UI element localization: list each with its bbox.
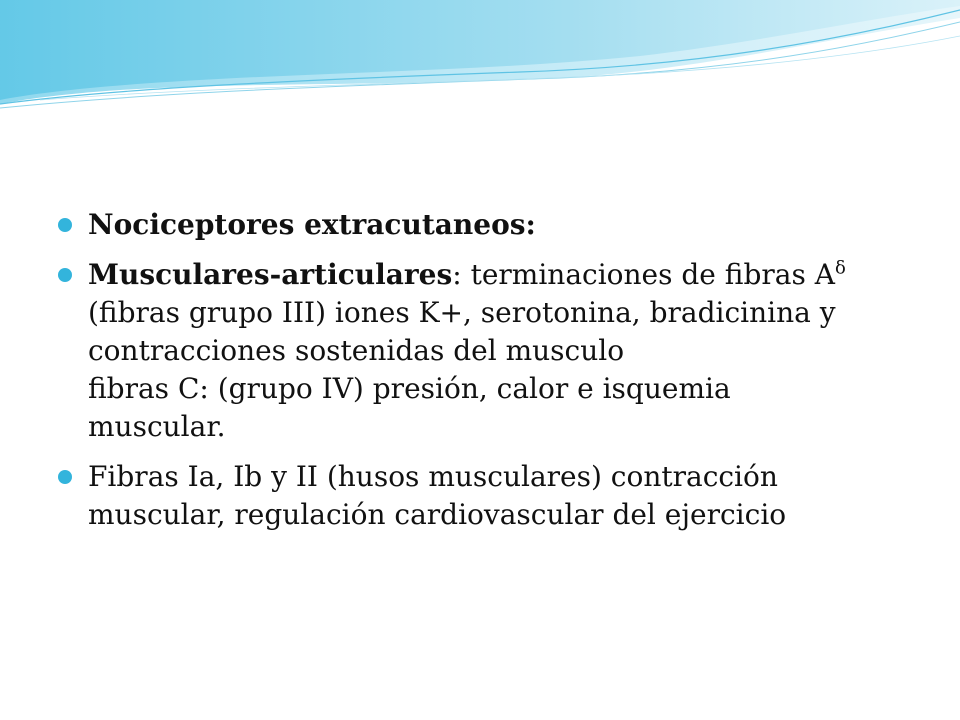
bullet-dot-icon [58, 218, 72, 232]
bullet-line: Fibras Ia, Ib y II (husos musculares) contracción [88, 460, 778, 493]
superscript-delta: δ [834, 257, 846, 279]
bullet-dot-icon [58, 470, 72, 484]
slide-content [58, 206, 918, 546]
bullet-item [58, 206, 918, 244]
bullet-text: : terminaciones de fibras A [452, 258, 835, 291]
bullet-dot-icon [58, 268, 72, 282]
bullet-line [88, 256, 918, 294]
bullet-line: muscular. [88, 410, 226, 443]
bullet-item [58, 256, 918, 446]
header-wave-banner [0, 0, 960, 130]
bullet-line: muscular, regulación cardiovascular del ejercicio [88, 498, 787, 531]
bullet-line: (fibras grupo III) iones K+, serotonina, bradicinina y [88, 296, 836, 329]
bullet-line: fibras C: (grupo IV) presión, calor e isquemia [88, 372, 731, 405]
bullet-heading: Nociceptores extracutaneos: [88, 208, 536, 241]
bullet-line: contracciones sostenidas del musculo [88, 334, 625, 367]
bullet-heading: Musculares-articulares [88, 258, 453, 291]
bullet-item [58, 458, 918, 534]
